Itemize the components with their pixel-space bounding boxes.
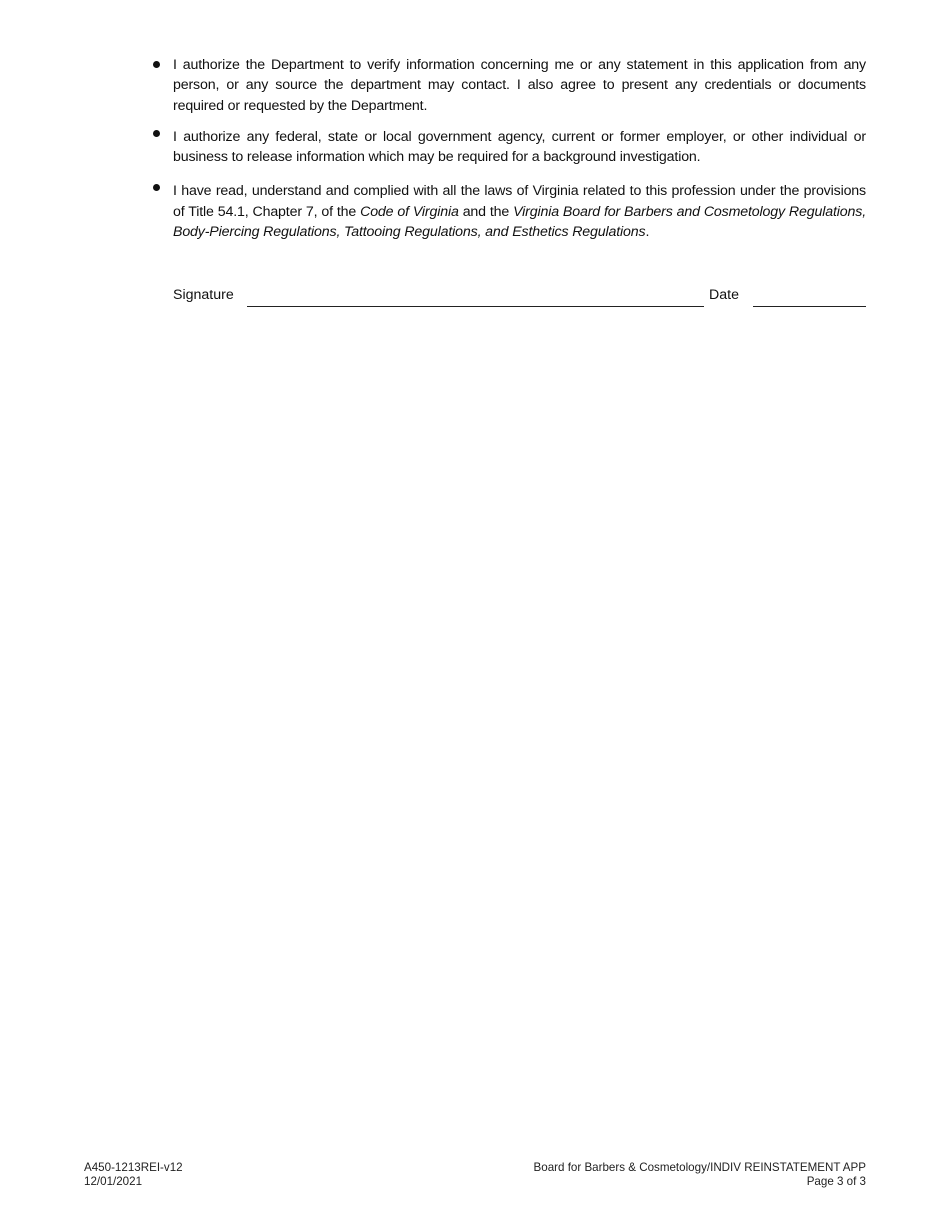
form-title: Board for Barbers & Cosmetology/INDIV REINSTATEMENT APP <box>533 1161 866 1174</box>
attestation-text: I authorize any federal, state or local government agency, current or former employer, or other individual or business to release information which may be required for a background investigation. <box>173 128 866 166</box>
signature-label: Signature <box>173 287 234 303</box>
bullet-icon <box>153 61 160 68</box>
form-number: A450-1213REI-v12 <box>84 1161 183 1174</box>
signature-row <box>173 286 866 308</box>
bullet-icon <box>153 130 160 137</box>
attestation-text: I have read, understand and complied with all the laws of Virginia related to this profession under the provisions of Title 54.1, Chapter 7, of the Code of Virginia and the Virginia Board for Barbers and Cosmetology Regulations, Body-Piercing Regulations, Tattooing Regulations, and Esthetics Regulations. <box>173 183 867 241</box>
bullet-icon <box>153 184 160 191</box>
attestation-item <box>150 127 866 168</box>
attestation-list <box>150 55 866 242</box>
signature-field[interactable] <box>247 306 704 307</box>
code-of-virginia-citation: Code of Virginia <box>360 203 459 220</box>
date-label: Date <box>709 287 739 303</box>
form-date: 12/01/2021 <box>84 1175 143 1188</box>
attestation-item <box>150 55 866 116</box>
footer-left <box>84 1161 183 1189</box>
date-field[interactable] <box>753 306 866 307</box>
attestation-text: I authorize the Department to verify information concerning me or any statement in this application from any person, or any source the department may contact. I also agree to present any credentials or documents required or requested by the Department. <box>173 57 866 114</box>
page-info: Page 3 of 3 <box>806 1175 866 1188</box>
footer-right <box>534 1161 866 1189</box>
attestation-item <box>150 181 866 242</box>
regulations-citation: Virginia Board for Barbers and Cosmetology Regulations, Body-Piercing Regulations, Tattooing Regulations, and Esthetics Regulations <box>173 203 867 241</box>
